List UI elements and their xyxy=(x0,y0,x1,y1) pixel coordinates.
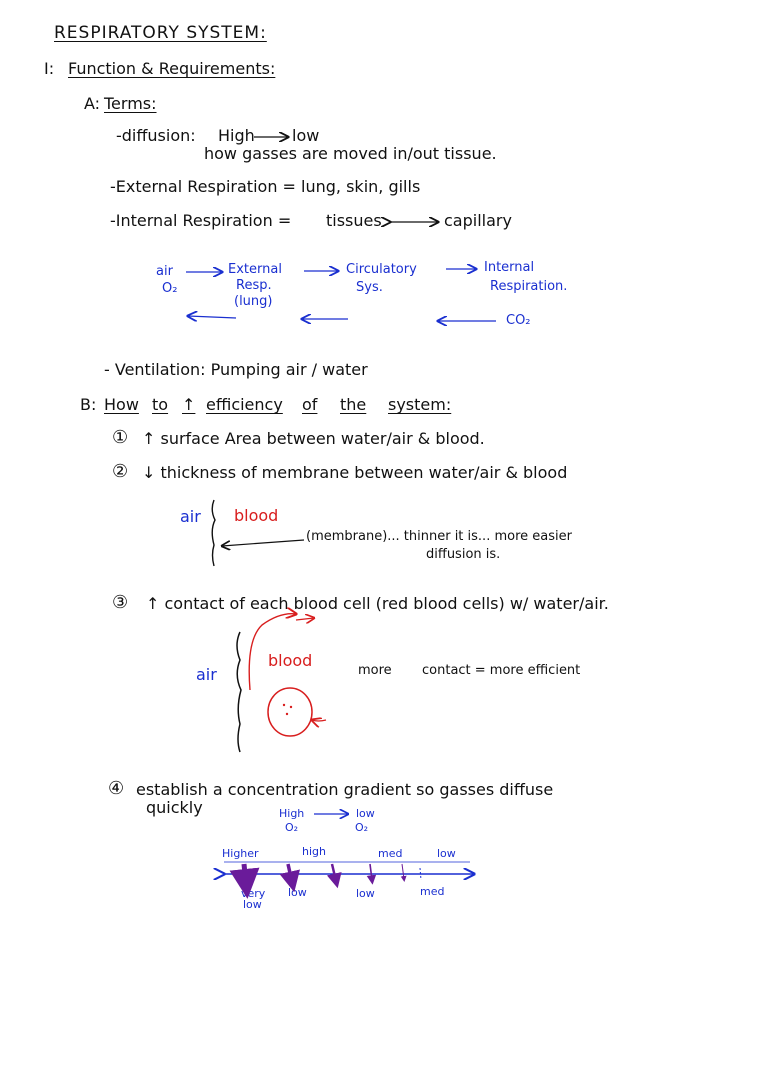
page-title: RESPIRATORY SYSTEM: xyxy=(54,23,267,43)
gradient-top-med: med xyxy=(378,847,403,860)
item-3-text: ↑ contact of each blood cell (red blood cells) w/ water/air. xyxy=(146,594,609,613)
diffusion-arrow-1 xyxy=(244,864,246,884)
item-3-number: ③ xyxy=(112,592,129,613)
cell-arrow xyxy=(312,720,326,721)
diagram1-air: air xyxy=(180,507,201,526)
diagram1-membrane-cont: diffusion is. xyxy=(426,547,501,562)
flow-respiration: Respiration. xyxy=(490,279,568,294)
item-4-number: ④ xyxy=(108,778,125,799)
part-b-word-the: the xyxy=(340,395,367,414)
membrane-pointer-arrow xyxy=(222,540,304,546)
item-2-number: ② xyxy=(112,461,129,482)
part-a-label: A: xyxy=(84,94,101,113)
external-respiration: -External Respiration = lung, skin, gills xyxy=(110,177,421,196)
part-b-word-system: system: xyxy=(388,395,452,414)
flow-internal: Internal xyxy=(484,260,535,275)
gradient-high-o2: O₂ xyxy=(285,821,299,834)
gradient-low: low xyxy=(356,807,375,820)
diffusion-arrow-4 xyxy=(370,864,372,880)
diffusion-description: how gasses are moved in/out tissue. xyxy=(204,144,497,163)
gradient-low-o2: O₂ xyxy=(355,821,369,834)
flow-external: External xyxy=(228,262,282,277)
part-b-word-how: How xyxy=(104,395,139,414)
part-b-word-efficiency: efficiency xyxy=(206,395,283,414)
membrane-line-1 xyxy=(212,500,215,566)
section-number: I: xyxy=(44,59,55,78)
diffusion-arrow-3 xyxy=(332,864,336,881)
flow-circulatory: Circulatory xyxy=(346,262,417,277)
section-heading: Function & Requirements: xyxy=(68,59,276,78)
item-2-text: ↓ thickness of membrane between water/air & blood xyxy=(142,463,568,482)
ventilation: - Ventilation: Pumping air / water xyxy=(104,360,368,379)
flow-return-arrow-3 xyxy=(188,316,236,318)
gradient-high: High xyxy=(279,807,305,820)
gradient-bottom-very: very xyxy=(241,887,266,900)
flow-o2: O₂ xyxy=(162,281,178,296)
diffusion-term: -diffusion: xyxy=(116,126,196,145)
gradient-bottom-med: med xyxy=(420,885,445,898)
flow-sys: Sys. xyxy=(356,280,383,295)
diffusion-low: low xyxy=(292,126,320,145)
item-1-text: ↑ surface Area between water/air & blood. xyxy=(142,429,485,448)
item-1-number: ① xyxy=(112,427,129,448)
diagram1-blood: blood xyxy=(234,506,279,525)
diffusion-arrow-2 xyxy=(288,864,292,882)
diagram2-air: air xyxy=(196,665,217,684)
part-b-word-to: to xyxy=(152,395,169,414)
flow-lung: (lung) xyxy=(234,294,273,309)
diagram2-blood: blood xyxy=(268,651,313,670)
gradient-top-low: low xyxy=(437,847,456,860)
flow-co2: CO₂ xyxy=(506,313,531,328)
part-b-word-of: of xyxy=(302,395,318,414)
gradient-bottom-very-low: low xyxy=(243,898,262,911)
diffusion-arrow-5 xyxy=(402,864,404,879)
part-b-label: B: xyxy=(80,395,97,414)
internal-respiration-label: -Internal Respiration = xyxy=(110,211,292,230)
red-blood-cell xyxy=(268,688,312,736)
gradient-bottom-low-1: low xyxy=(288,886,307,899)
flow-air: air xyxy=(156,264,173,279)
internal-respiration-tissues: tissues xyxy=(326,211,382,230)
gradient-top-high: high xyxy=(302,845,326,858)
item-4-text: establish a concentration gradient so gasses diffuse xyxy=(136,780,554,799)
diffusion-high: High xyxy=(218,126,255,145)
diagram2-contact: contact = more efficient xyxy=(422,663,581,678)
gradient-top-higher: Higher xyxy=(222,847,259,860)
diagram2-more: more xyxy=(358,663,392,678)
flow-resp: Resp. xyxy=(236,278,272,293)
blood-flow-curve xyxy=(249,614,296,690)
item-4-text-cont: quickly xyxy=(146,798,203,817)
membrane-line-2 xyxy=(237,632,241,752)
blood-flow-small-arrow xyxy=(296,618,314,620)
diagram1-membrane: (membrane)... thinner it is... more easier xyxy=(306,529,572,544)
part-a-heading: Terms: xyxy=(104,94,157,113)
gradient-bottom-low-2: low xyxy=(356,887,375,900)
internal-respiration-capillary: capillary xyxy=(444,211,512,230)
part-b-word-increase: ↑ xyxy=(182,395,196,414)
